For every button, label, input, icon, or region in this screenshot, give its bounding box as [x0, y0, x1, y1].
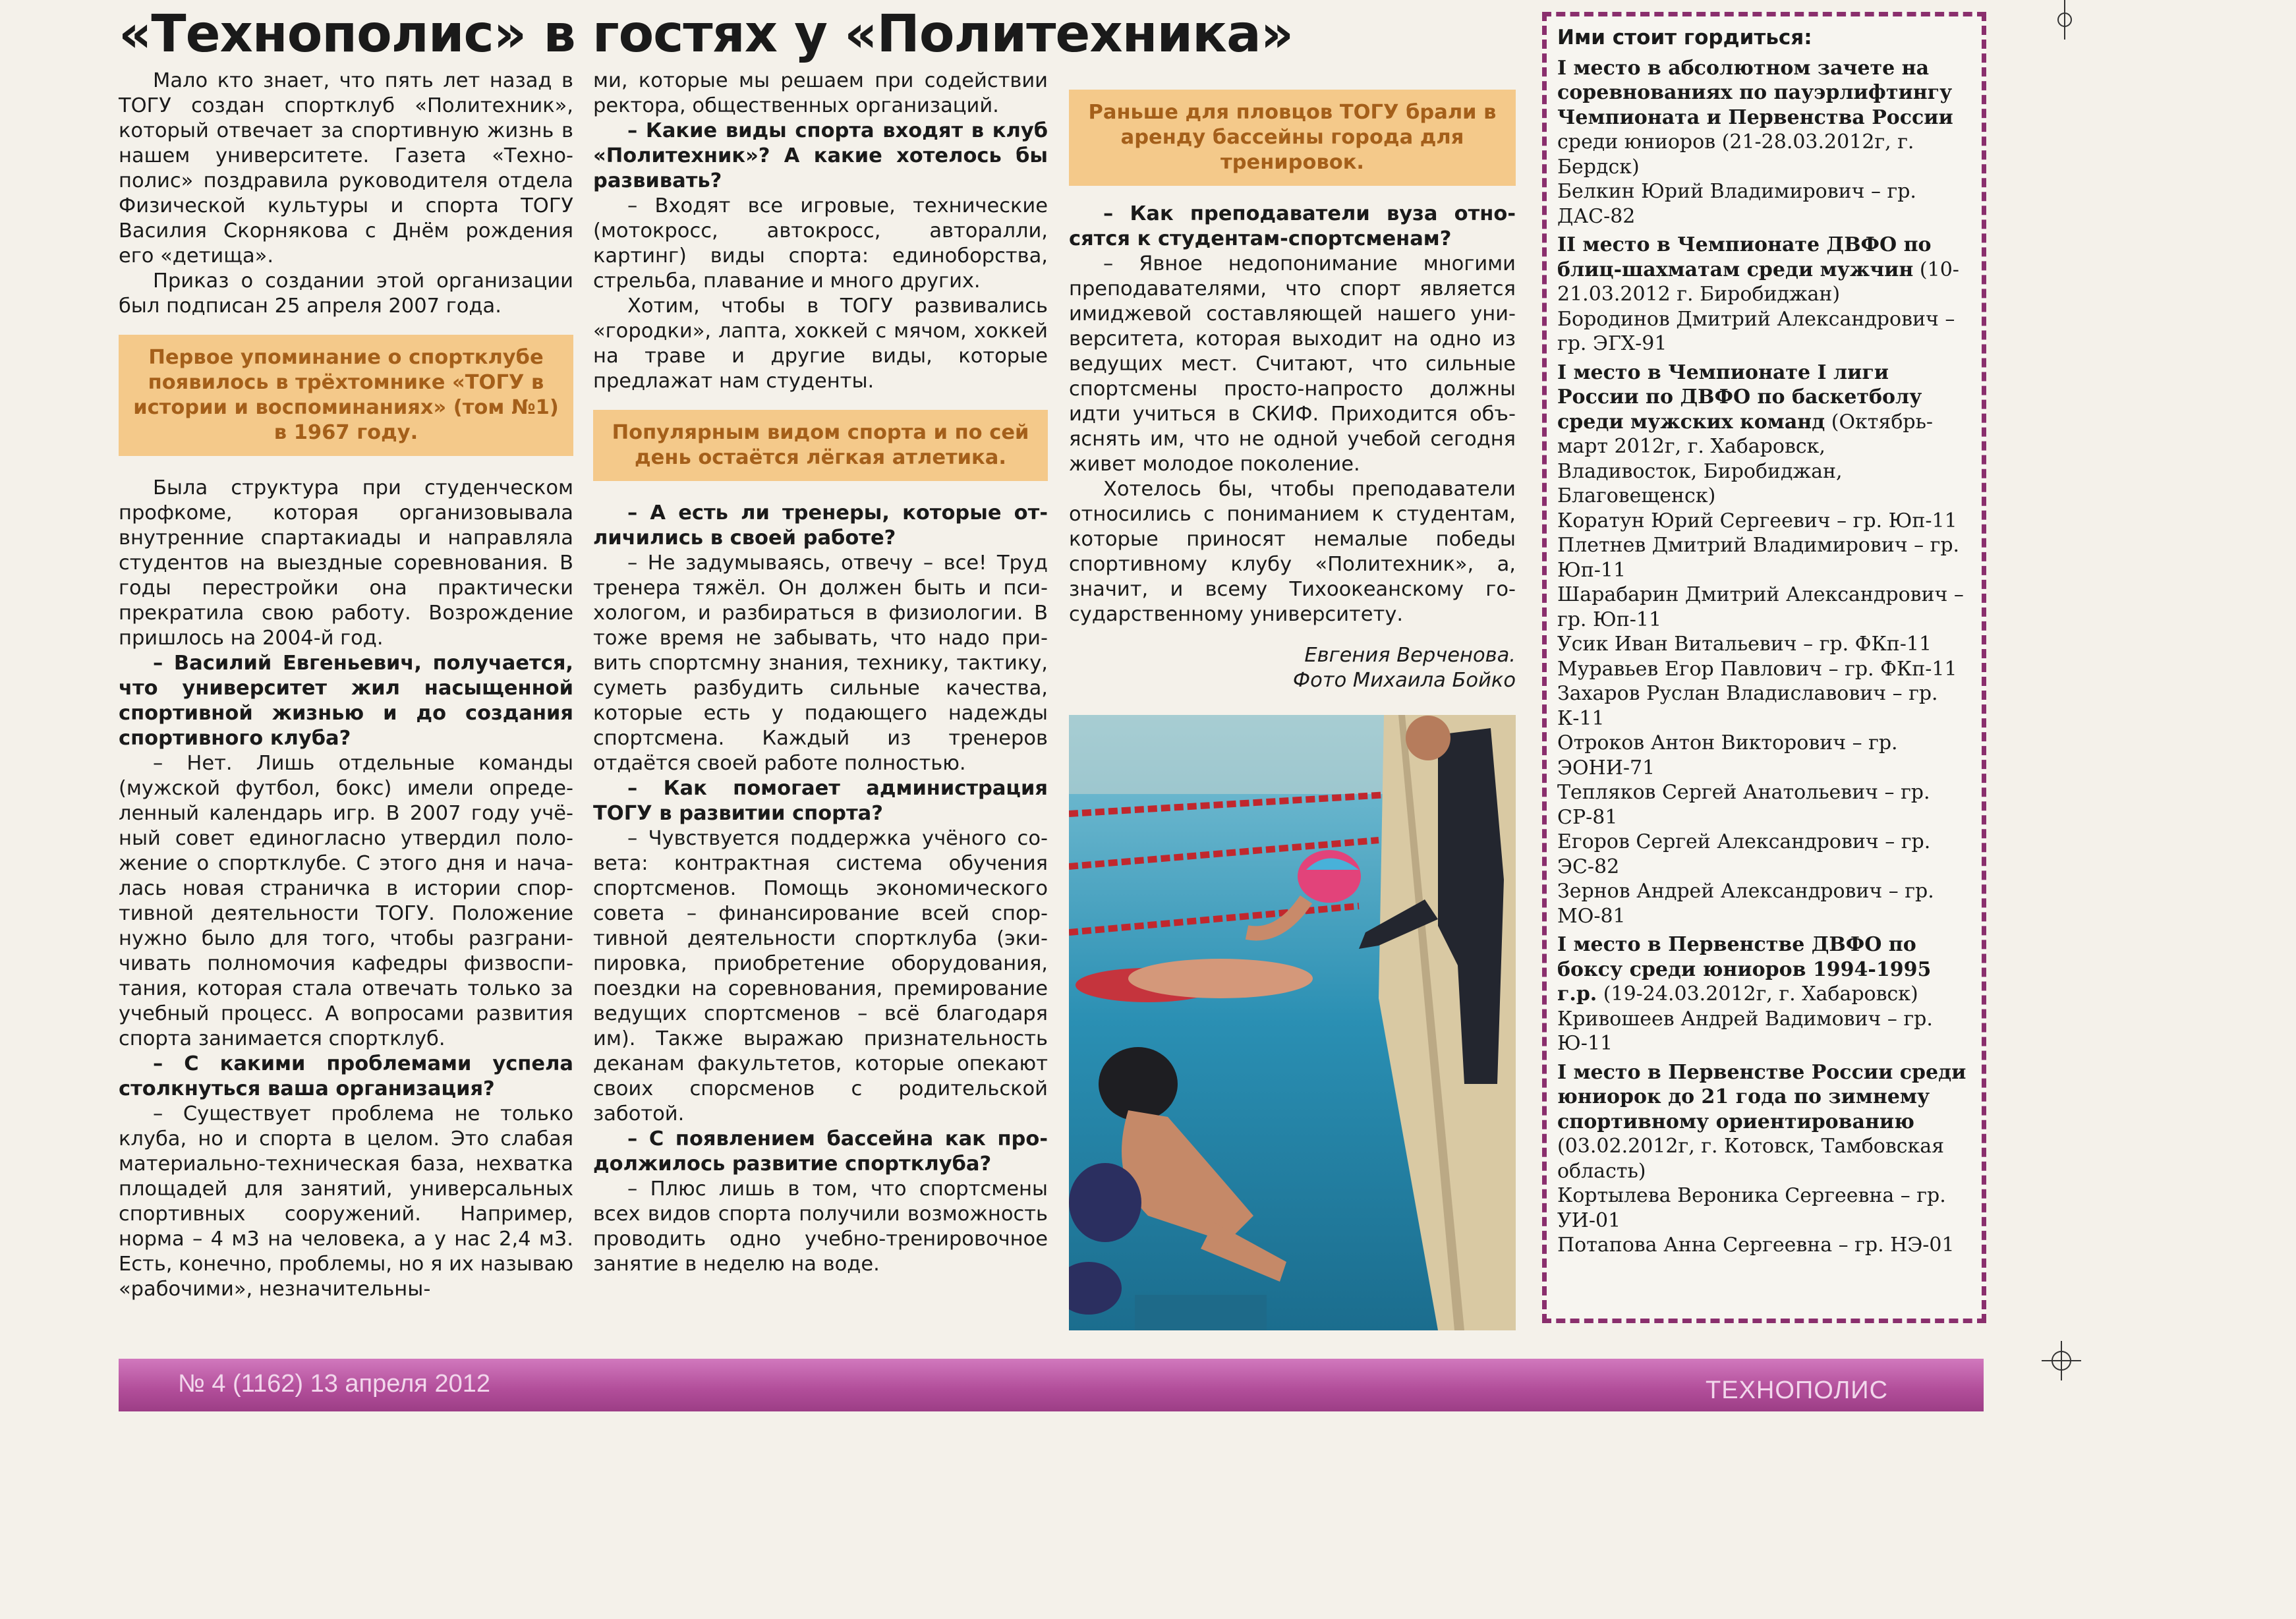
achievement-detail: (19-24.03.2012г, г. Хабаровск) [1597, 982, 1918, 1006]
newspaper-brand: ТЕХНОПОЛИС [1706, 1377, 1889, 1404]
photo-credit: Фото Михаила Бойко [1292, 669, 1516, 692]
sidebar-title: Ими стоит гордиться: [1557, 26, 1812, 49]
paragraph: ми, которые мы решаем при содействии ректора, общественных организаций. [593, 69, 1048, 117]
athlete-name: Кортылева Вероника Сергеевна – гр. УИ-01 [1557, 1184, 1946, 1232]
achievement-detail: (03.02.2012г, г. Котовск, Тамбовская область) [1557, 1135, 1945, 1183]
interview-answer: – Плюс лишь в том, что спортсмены всех видов спорта получили возможность проводить одно учебно-тренировочное занятие в неделю на воде. [593, 1178, 1048, 1276]
article-column-3 [1069, 90, 1516, 693]
paragraph: Хотим, чтобы в ТОГУ развивались «городки», лапта, хоккей с мячом, хоккей на траве и другие виды, которые предлажат нам студенты. [593, 295, 1048, 393]
paragraph: Хотелось бы, чтобы преподаватели относились с пониманием к студентам, которые приносят немалые победы спортивному клубу «Политехник», а, значит, и всему Тихоокеанскому государственному университету. [1069, 478, 1516, 626]
issue-info: № 4 (1162) 13 апреля 2012 [178, 1370, 490, 1398]
interview-answer: – Входят все игровые, технические (мотокросс, автокросс, авторалли, картинг) виды спорта: единоборства, стрельба, плавание и много других. [593, 194, 1048, 293]
athlete-name: Усик Иван Витальевич – гр. ФКп-11 [1557, 633, 1932, 656]
interview-question: – Как преподаватели вуза относятся к студентам-спортсменам? [1069, 202, 1516, 250]
athlete-name: Тепляков Сергей Анатольевич – гр. СР-81 [1557, 781, 1930, 829]
interview-question: – Как помогает администрация ТОГУ в развитии спорта? [593, 777, 1048, 825]
athlete-name: Егоров Сергей Александрович – гр. ЭС-82 [1557, 830, 1931, 878]
achievement-title: I место в Первенстве России среди юниорок до 21 года по зимнему спортивному ориентированию [1557, 1060, 1966, 1133]
athlete-name: Бородинов Дмитрий Александрович – гр. ЭГХ-91 [1557, 307, 1955, 355]
callout-box: Первое упоминание о спортклубе появилось в трёхтомнике «ТОГУ в истории и воспоминаниях» (том №1) в 1967 году. [119, 335, 573, 456]
athlete-name: Коратун Юрий Сергеевич – гр. Юп-11 [1557, 509, 1957, 532]
achievement-title: I место в Чемпионате I лиги России по ДВФО по баскетболу среди мужских команд [1557, 360, 1922, 434]
athlete-name: Потапова Анна Сергеевна – гр. НЭ-01 [1557, 1234, 1955, 1257]
crosshair-mark-icon [2042, 1341, 2081, 1380]
callout-box: Популярным видом спорта и по сей день остаётся лёгкая атлетика. [593, 410, 1048, 481]
interview-question: – С какими проблемами успела столкнуться ваша организация? [119, 1052, 573, 1100]
author-name: Евгения Верченова. [1304, 644, 1516, 667]
achievement-title: II место в Чемпионате ДВФО по блиц-шахматам среди мужчин [1557, 233, 1932, 281]
achievement-detail: среди юниоров (21-28.03.2012г, г. Бердск) [1557, 130, 1914, 179]
achievement-detail: (Октябрь-март 2012г, г. Хабаровск, Владивосток, Биробиджан, Благовещенск) [1557, 410, 1934, 507]
callout-box: Раньше для пловцов ТОГУ брали в аренду бассейны города для тренировок. [1069, 90, 1516, 186]
paragraph: Мало кто знает, что пять лет назад в ТОГУ создан спортклуб «Политехник», который отвечает за спортивную жизнь в нашем университете. Газета «Технополис» поздравила руководителя отдела Физической культуры и спорта ТОГУ Василия Скорнякова с Днём рождения его «детища». [119, 69, 573, 268]
headline: «Технополис» в гостях у «Политехника» [119, 5, 1294, 64]
article-column-1 [119, 69, 573, 1302]
interview-question: – А есть ли тренеры, которые отличились в своей работе? [593, 501, 1048, 550]
athlete-name: Муравьев Егор Павлович – гр. ФКп-11 [1557, 657, 1957, 681]
athlete-name: Кривошеев Андрей Вадимович – гр. Ю-11 [1557, 1007, 1933, 1055]
author-signature [1069, 643, 1516, 693]
achievements-sidebar [1542, 12, 1986, 1323]
interview-question: – С появлением бассейна как продолжилось развитие спортклуба? [593, 1127, 1048, 1176]
achievement-detail: (10-21.03.2012 г. Биробиджан) [1557, 258, 1959, 306]
interview-answer: – Нет. Лишь отдельные команды (мужской футбол, бокс) имели определенный календарь игр. В 2007 году учёный совет единогласно утвердил положение о спортклубе. С этого дня и началась новая страничка в истории спортивной деятельности ТОГУ. Положение нужно было для того, чтобы разграничивать полномочия кафедры физвоспитания, которая стала отвечать только за учебный процесс. А вопросами развития спорта занимается спортклуб. [119, 752, 573, 1050]
athlete-name: Шарабарин Дмитрий Александрович – гр. Юп-11 [1557, 583, 1964, 631]
paragraph: Приказ о создании этой организации был подписан 25 апреля 2007 года. [119, 270, 573, 318]
athlete-name: Отроков Антон Викторович – гр. ЭОНИ-71 [1557, 731, 1898, 780]
achievement-item [1557, 56, 1971, 229]
achievement-item [1557, 360, 1971, 929]
athlete-name: Плетнев Дмитрий Владимирович – гр. Юп-11 [1557, 534, 1960, 582]
achievement-item [1557, 233, 1971, 356]
achievement-item [1557, 932, 1971, 1056]
swimming-pool-photo [1069, 715, 1516, 1330]
interview-answer: – Не задумываясь, отвечу – все! Труд тренера тяжёл. Он должен быть и психологом, и разбираться в физиологии. В тоже время не забывать, что надо привить спортсмну знания, технику, тактику, суметь разбудить сильные качества, которые есть у подающего надежды спортсмена. Каждый из тренеров отдаётся своей работе полностью. [593, 552, 1048, 775]
athlete-name: Захаров Руслан Владиславович – гр. К-11 [1557, 682, 1938, 730]
article-column-2 [593, 69, 1048, 1277]
interview-question: – Василий Евгеньевич, получается, что университет жил насыщенной спортивной жизнью и до создания спортивного клуба? [119, 652, 573, 750]
interview-answer: – Явное недопонимание многими преподавателями, что спорт является имиджевой составляющей нашего университета, которая выходит на одно из ведущих мест. Считают, что сильные спортсмены просто-напросто должны идти учиться в СКИФ. Приходится объяснять им, что не одной учебой сегодня живет молодое поколение. [1069, 252, 1516, 476]
interview-question: – Какие виды спорта входят в клуб «Политехник»? А какие хотелось бы развивать? [593, 119, 1048, 192]
registration-mark-icon [2055, 0, 2075, 40]
achievement-title: I место в Первенстве ДВФО по боксу среди юниоров 1994-1995 г.р. [1557, 933, 1932, 1006]
achievement-title: I место в абсолютном зачете на соревнованиях по пауэрлифтингу Чемпионата и Первенства России [1557, 56, 1953, 129]
interview-answer: – Существует проблема не только клуба, но и спорта в целом. Это слабая материально-техническая база, нехватка площадей для занятий, универсальных спортивных сооружений. Например, норма – 4 м3 на человека, а у нас 2,4 м3. Есть, конечно, проблемы, но я их называю «рабочими», незначительны- [119, 1102, 573, 1301]
athlete-name: Белкин Юрий Владимирович – гр. ДАС-82 [1557, 180, 1916, 228]
paragraph: Была структура при студенческом профкоме, которая организовывала внутренние спартакиады и направляла студентов на выездные соревнования. В годы перестройки она практически прекратила свою работу. Возрождение пришлось на 2004-й год. [119, 476, 573, 650]
achievement-item [1557, 1060, 1971, 1258]
athlete-name: Зернов Андрей Александрович – гр. МО-81 [1557, 880, 1934, 928]
interview-answer: – Чувствуется поддержка учёного совета: контрактная система обучения спортсменов. Помощь экономического совета – финансирование всей спортивной деятельности спортклуба (экипировка, приобретение оборудования, поездки на соревнования, премирование ведущих спортсменов – всё благодаря им). Также выражаю признательность деканам факультетов, которые опекают своих спорсменов с родительской заботой. [593, 827, 1048, 1125]
